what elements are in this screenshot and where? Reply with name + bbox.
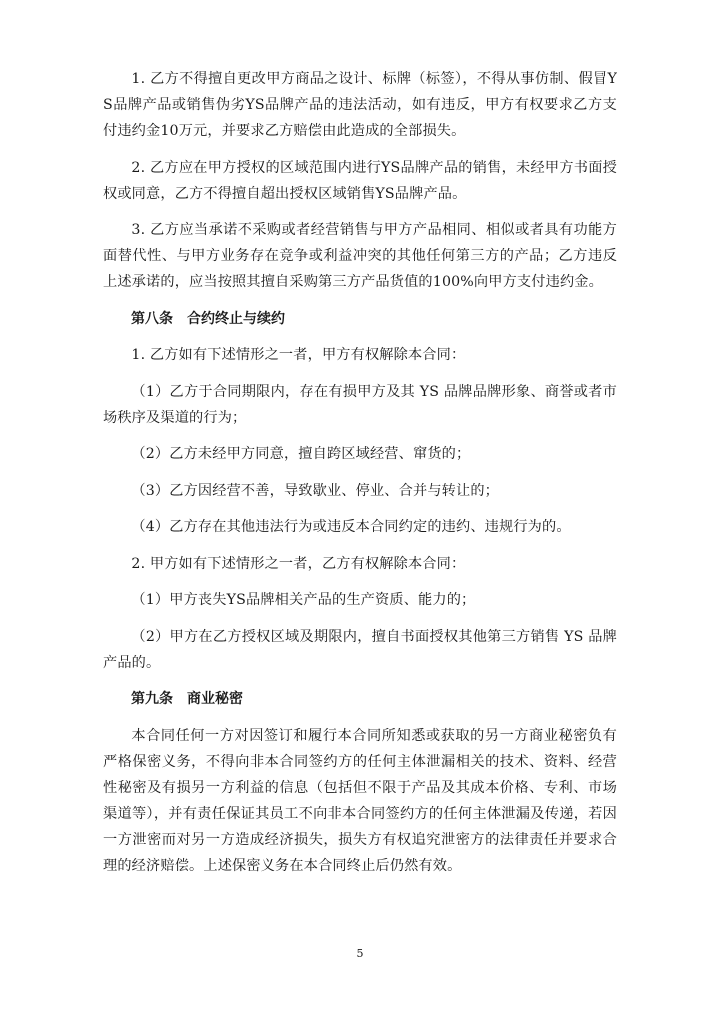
section-9-heading: 第九条 商业秘密 bbox=[131, 691, 243, 707]
clause-8-1-3: （3）乙方因经营不善，导致歇业、停业、合并与转让的； bbox=[131, 482, 500, 499]
clause-8-2-1: （1）甲方丧失YS品牌相关产品的生产资质、能力的； bbox=[131, 592, 476, 608]
clause-7-2: 2. 乙方应在甲方授权的区域范围内进行YS品牌产品的销售，未经甲方书面授权或同意，乙方不得擅自超出授权区域销售YS品牌产品。 bbox=[103, 159, 617, 202]
clause-8-1-2: （2）乙方未经甲方同意，擅自跨区域经营、窜货的； bbox=[131, 446, 471, 462]
document-body bbox=[103, 66, 617, 889]
clause-8-1-1: （1）乙方于合同期限内，存在有损甲方及其 YS 品牌品牌形象、商誉或者市场秩序及渠道的行为； bbox=[103, 383, 617, 426]
section-8-heading: 第八条 合约终止与续约 bbox=[131, 310, 285, 327]
page-number: 5 bbox=[356, 947, 364, 960]
clause-8-1: 1. 乙方如有下述情形之一者，甲方有权解除本合同： bbox=[131, 347, 466, 363]
clause-7-3: 3. 乙方应当承诺不采购或者经营销售与甲方产品相同、相似或者具有功能方面替代性、与甲方业务存在竞争或利益冲突的其他任何第三方的产品；乙方违反上述承诺的，应当按照其擅自采购第三方产品货值的100%向甲方支付违约金。 bbox=[103, 222, 617, 290]
clause-7-1: 1. 乙方不得擅自更改甲方商品之设计、标牌（标签），不得从事仿制、假冒YS品牌产品或销售伪劣YS品牌产品的违法活动，如有违反，甲方有权要求乙方支付违约金10万元，并要求乙方赔偿由此造成的全部损失。 bbox=[103, 71, 617, 139]
clause-9-body: 本合同任何一方对因签订和履行本合同所知悉或获取的另一方商业秘密负有严格保密义务，不得向非本合同签约方的任何主体泄漏相关的技术、资料、经营性秘密及有损另一方利益的信息（包括但不限于产品及其成本价格、专利、市场渠道等），并有责任保证其员工不向非本合同签约方的任何主体泄漏及传递，若因一方泄密而对另一方造成经济损失，损失方有权追究泄密方的法律责任并要求合理的经济赔偿。上述保密义务在本合同终止后仍然有效。 bbox=[103, 727, 617, 874]
clause-8-2-2: （2）甲方在乙方授权区域及期限内，擅自书面授权其他第三方销售 YS 品牌产品的。 bbox=[103, 628, 617, 671]
clause-8-2: 2. 甲方如有下述情形之一者，乙方有权解除本合同： bbox=[131, 555, 466, 572]
clause-8-1-4: （4）乙方存在其他违法行为或违反本合同约定的违约、违规行为的。 bbox=[131, 519, 571, 535]
